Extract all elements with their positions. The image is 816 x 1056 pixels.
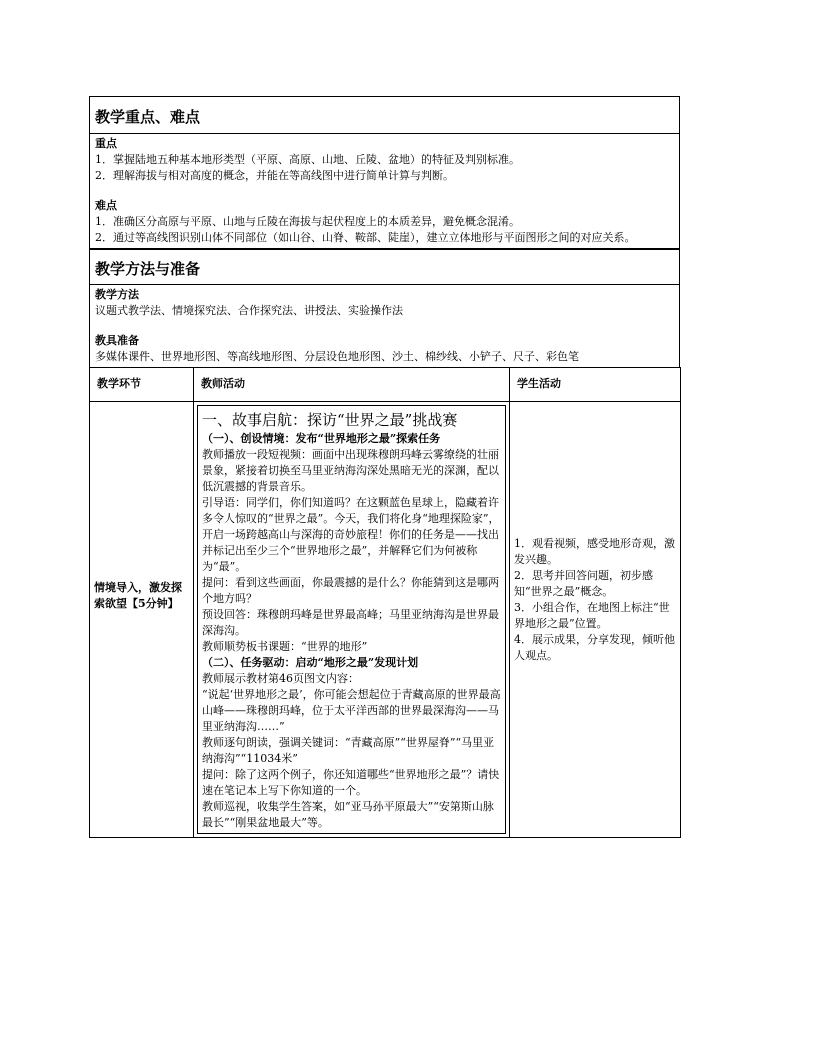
teacher-para-7: “说起‘世界地形之最’，你可能会想起位于青藏高原的世界最高山峰——珠穆朗玛峰，位于太平洋西部的世界最深海沟——马里亚纳海沟……”: [202, 688, 501, 733]
keypoints-title: 教学重点、难点: [90, 98, 679, 134]
key-item-2: 2．理解海拔与相对高度的概念，并能在等高线图中进行简单计算与判断。: [95, 169, 454, 182]
method-label: 教学方法: [95, 288, 139, 301]
teacher-para-3: 提问：看到这些画面，你最震撼的是什么？你能猜到这是哪两个地方吗？: [202, 576, 499, 605]
methods-body: [90, 285, 679, 367]
header-teacher: 教师活动: [194, 368, 510, 402]
header-student: 学生活动: [510, 368, 681, 402]
subsection-2: （二）、任务驱动：启动“地形之最”发现计划: [202, 656, 419, 669]
teacher-para-2: 引导语：同学们，你们知道吗？在这颗蓝色星球上，隐藏着许多令人惊叹的“世界之最”。今天，我们将化身“地理探险家”，开启一场跨越高山与深海的奇妙旅程！你们的任务是——找出并标记出至少三个“世界地形之最”，并解释它们为何被称为“最”。: [202, 496, 500, 573]
student-list: [510, 536, 680, 664]
difficulty-item-1: 1．准确区分高原与平原、山地与丘陵在海拔与起伏程度上的本质差异，避免概念混淆。: [95, 215, 520, 228]
teacher-para-1: 教师播放一段短视频：画面中出现珠穆朗玛峰云雾缭绕的壮丽景象，紧接着切换至马里亚纳海沟深处黑暗无光的深渊，配以低沉震撼的背景音乐。: [202, 448, 499, 493]
stage-cell: [90, 402, 194, 838]
teacher-para-10: 教师巡视，收集学生答案，如“亚马孙平原最大”“安第斯山脉最长”“刚果盆地最大”等。: [202, 800, 494, 829]
teacher-content: [197, 405, 506, 834]
teacher-para-5: 教师顺势板书课题：“世界的地形”: [202, 640, 368, 653]
student-item-4: 4．展示成果，分享发现，倾听他人观点。: [514, 632, 675, 662]
tools-label: 教具准备: [95, 334, 139, 347]
keypoints-section: [89, 96, 680, 248]
table-header-row: [90, 368, 681, 402]
teacher-cell: [194, 402, 510, 838]
key-item-1: 1．掌握陆地五种基本地形类型（平原、高原、山地、丘陵、盆地）的特征及判别标准。: [95, 153, 520, 166]
student-item-1: 1．观看视频，感受地形奇观，激发兴趣。: [514, 536, 675, 566]
lesson-plan-page: [89, 96, 680, 838]
stage-text: 情境导入，激发探索欲望【5分钟】: [94, 580, 182, 610]
tools-text: 多媒体课件、世界地形图、等高线地形图、分层设色地形图、沙土、棉纱线、小铲子、尺子、彩色笔: [95, 350, 579, 363]
table-row: [90, 402, 681, 838]
methods-section: [89, 248, 680, 367]
key-label: 重点: [95, 137, 117, 150]
subsection-1: （一）、创设情境：发布“世界地形之最”探索任务: [202, 432, 441, 445]
activity-table: [89, 367, 681, 838]
teacher-para-6: 教师展示教材第46页图文内容：: [202, 672, 359, 685]
header-stage: 教学环节: [90, 368, 194, 402]
keypoints-body: [90, 134, 679, 248]
difficulty-item-2: 2．通过等高线图识别山体不同部位（如山谷、山脊、鞍部、陡崖），建立立体地形与平面图形之间的对应关系。: [95, 231, 636, 244]
student-item-3: 3．小组合作，在地图上标注“世界地形之最”位置。: [514, 600, 670, 630]
student-item-2: 2．思考并回答问题，初步感知“世界之最”概念。: [514, 568, 653, 598]
difficulty-label: 难点: [95, 199, 117, 212]
story-title: 一、故事启航：探访“世界之最”挑战赛: [202, 411, 458, 429]
teacher-para-8: 教师逐句朗读，强调关键词：“青藏高原”“世界屋脊”“马里亚纳海沟”“11034米”: [202, 736, 495, 765]
student-cell: [510, 402, 681, 838]
method-text: 议题式教学法、情境探究法、合作探究法、讲授法、实验操作法: [95, 304, 403, 317]
methods-title: 教学方法与准备: [90, 249, 679, 285]
teacher-para-9: 提问：除了这两个例子，你还知道哪些“世界地形之最”？请快速在笔记本上写下你知道的一个。: [202, 768, 500, 797]
teacher-para-4: 预设回答：珠穆朗玛峰是世界最高峰；马里亚纳海沟是世界最深海沟。: [202, 608, 499, 637]
